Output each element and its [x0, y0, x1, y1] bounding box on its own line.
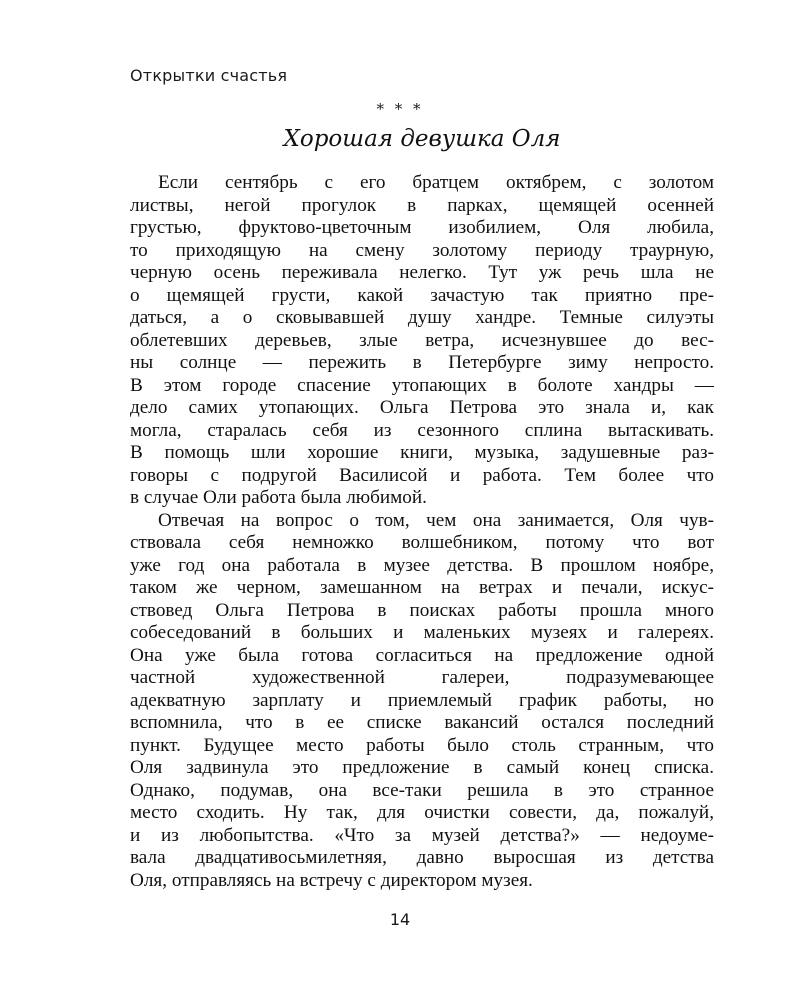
text-line: Оля задвинула это предложение в самый конец списка.	[130, 757, 714, 778]
text-line: даться, а о сковывавшей душу хандре. Темные силуэты	[130, 307, 714, 328]
text-line: Оля, отправляясь на встречу с директором музея.	[130, 869, 533, 891]
text-line: Отвечая на вопрос о том, чем она занимается, Оля чув-	[158, 509, 714, 531]
text-line: вала двадцативосьмилетняя, давно выросшая из детства	[130, 847, 714, 868]
text-line: собеседований в больших и маленьких музеях и галереях.	[130, 622, 714, 643]
text-line: говоры с подругой Василисой и работа. Тем более что	[130, 464, 714, 486]
text-line: Если сентябрь с его братцем октябрем, с золотом	[158, 172, 714, 193]
text-line: в случае Оли работа была любимой.	[130, 487, 427, 508]
text-line: Однако, подумав, она все-таки решила в это странное	[130, 779, 714, 801]
text-line: пункт. Будущее место работы было столь странным, что	[130, 734, 714, 756]
text-line: о щемящей грусти, какой зачастую так приятно пре-	[130, 284, 714, 306]
paragraph-2	[130, 510, 714, 893]
text-line: В этом городе спасение утопающих в болоте хандры —	[130, 374, 714, 396]
chapter-title: Хорошая девушка Оля	[283, 126, 561, 152]
text-line: ствовала себя немножко волшебником, потому что вот	[130, 532, 714, 553]
text-line: облетевших деревьев, злые ветра, исчезнувшее до вес-	[130, 329, 714, 351]
text-line: уже год она работала в музее детства. В прошлом ноябре,	[130, 554, 714, 576]
text-line: листвы, негой прогулок в парках, щемящей осенней	[130, 194, 714, 216]
text-line: грустью, фруктово-цветочным изобилием, Оля любила,	[130, 217, 714, 238]
text-line: могла, старалась себя из сезонного сплина вытаскивать.	[130, 419, 714, 441]
text-line: частной художественной галереи, подразумевающее	[130, 667, 714, 688]
page-number: 14	[389, 910, 411, 929]
text-line: черную осень переживала нелегко. Тут уж речь шла не	[130, 262, 714, 283]
text-line: В помощь шли хорошие книги, музыка, задушевные раз-	[130, 442, 714, 463]
text-line: ствовед Ольга Петрова в поисках работы прошла много	[130, 599, 714, 621]
body-text	[130, 172, 714, 892]
text-line: таком же черном, замешанном на ветрах и печали, искус-	[130, 577, 714, 598]
text-line: дело самих утопающих. Ольга Петрова это знала и, как	[130, 397, 714, 418]
text-line: вспомнила, что в ее списке вакансий остался последний	[130, 712, 714, 733]
paragraph-1	[130, 172, 714, 510]
text-line: адекватную зарплату и приемлемый график работы, но	[130, 689, 714, 711]
text-line: Она уже была готова согласиться на предложение одной	[130, 644, 714, 666]
text-line: то приходящую на смену золотому периоду траурную,	[130, 239, 714, 261]
text-line: и из любопытства. «Что за музей детства?» — недоуме-	[130, 824, 714, 846]
running-head: Открытки счастья	[130, 66, 288, 85]
text-line: место сходить. Ну так, для очистки совести, да, пожалуй,	[130, 802, 714, 823]
text-line: ны солнце — пережить в Петербурге зиму непросто.	[130, 352, 714, 373]
section-separator: * * *	[376, 100, 424, 118]
